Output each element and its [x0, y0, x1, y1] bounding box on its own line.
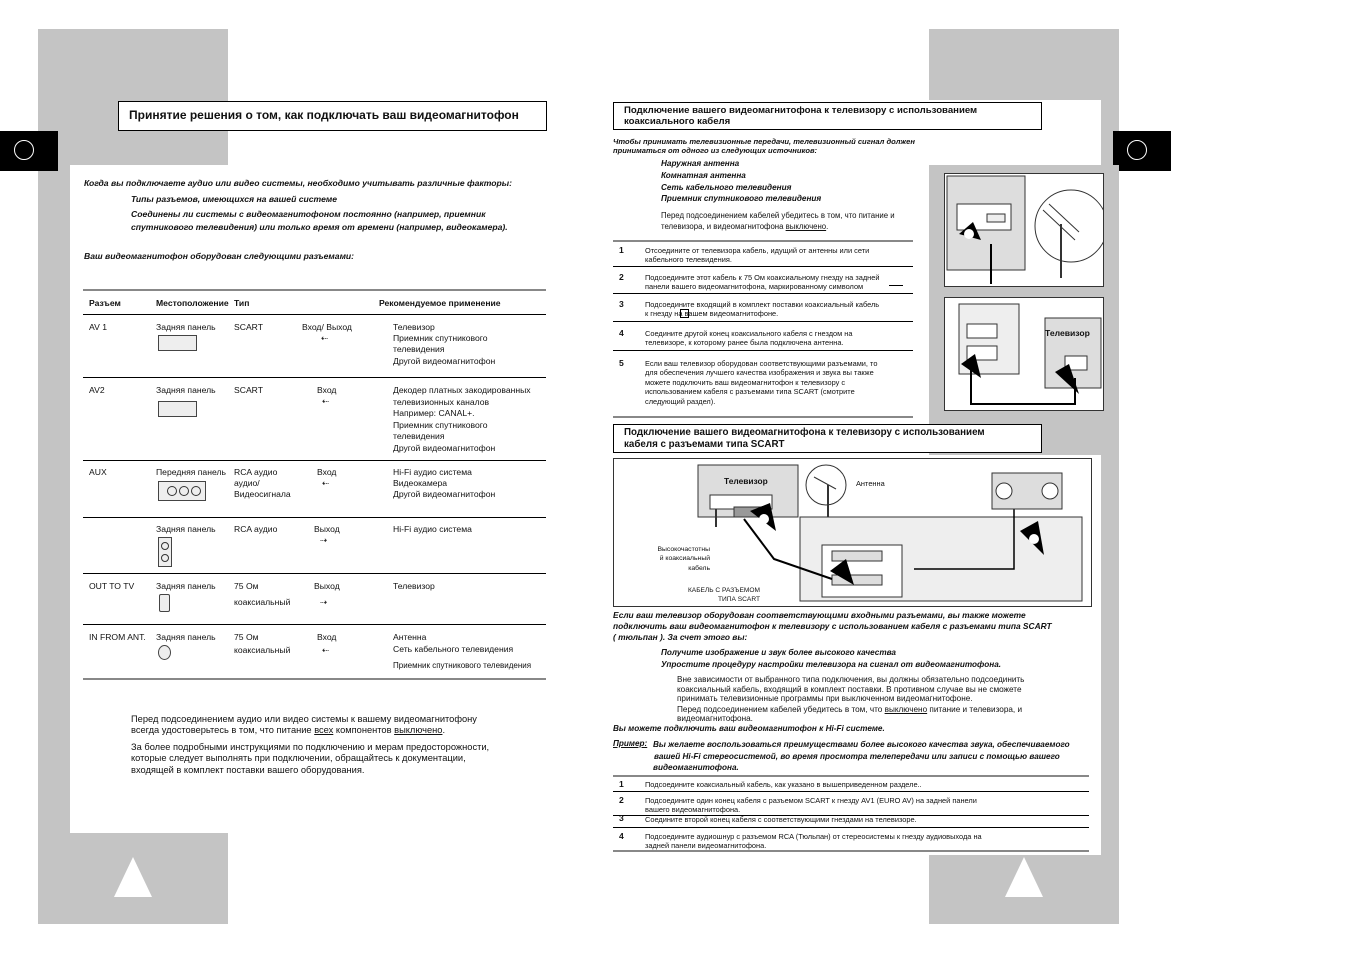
row-type: RCA аудио	[234, 467, 278, 477]
rca-rear-connector-icon	[158, 537, 172, 567]
step-rule	[613, 266, 913, 267]
vcr-antenna-illustration	[944, 173, 1104, 287]
table-top-rule	[83, 289, 546, 291]
rca-front-connector-icon	[158, 481, 206, 501]
step-rule	[613, 293, 913, 294]
power-note-right: Перед подсоединением кабелей убедитесь в том, что питание и телевизора, и видеомагнитофона выключено.	[661, 211, 895, 231]
row-rule	[83, 624, 546, 625]
row-use: Антенна	[393, 632, 427, 642]
vcr-tv-illustration	[944, 297, 1104, 411]
row-type: коаксиальный	[234, 597, 291, 607]
input-arrow-icon: ⇠	[322, 478, 330, 488]
equipped-heading: Ваш видеомагнитофон оборудован следующими разъемами:	[84, 251, 355, 261]
row-rule	[83, 573, 546, 574]
factor-1: Типы разъемов, имеющихся на вашей системе	[131, 194, 337, 204]
row-use: Hi-Fi аудио система	[393, 467, 472, 477]
row-location: Задняя панель	[156, 632, 216, 642]
row-direction: Вход	[317, 385, 337, 395]
row-location: Передняя панель	[156, 467, 226, 477]
section-title-scart: Подключение вашего видеомагнитофона к телевизору с использованием кабеля с разъемами типа SCART	[613, 424, 1042, 453]
row-name: AV 1	[89, 322, 107, 332]
intro-text: Когда вы подключаете аудио или видео системы, необходимо учитывать различные факторы:	[84, 178, 512, 188]
factor-2: Соединены ли системы с видеомагнитофоном постоянно (например, приемник	[131, 209, 486, 219]
diagram-coax-label: Высокочастотны й коаксиальный кабель	[657, 546, 710, 572]
vcr-tv-drawing	[945, 298, 1103, 410]
row-type: аудио/	[234, 478, 260, 488]
row-location: Задняя панель	[156, 385, 216, 395]
row-use: Видеокамера	[393, 478, 448, 488]
circle-icon	[14, 140, 34, 160]
row-rule	[83, 517, 546, 518]
table-bottom-rule	[83, 678, 546, 680]
row-use: Телевизор	[393, 581, 435, 591]
row-direction: Вход	[317, 467, 337, 477]
output-arrow-icon: ⇢	[320, 535, 328, 545]
row-use: телевидения	[393, 431, 445, 441]
row-location: Задняя панель	[156, 581, 216, 591]
row-use: телевидения	[393, 344, 445, 354]
step-rule	[613, 350, 913, 351]
row-use: Приемник спутникового	[393, 420, 488, 430]
row-use: Приемник спутникового	[393, 333, 488, 343]
row-use: Другой видеомагнитофон	[393, 443, 496, 453]
sources-intro: Чтобы принимать телевизионные передачи, телевизионный сигнал должен приниматься от одного из следующих источников:	[613, 137, 915, 156]
header-connector: Разъем	[89, 298, 121, 308]
scart-connection-drawing	[614, 459, 1091, 606]
header-type: Тип	[234, 298, 250, 308]
in-out-arrow-icon: ⇠	[321, 333, 329, 343]
row-type: Видеосигнала	[234, 489, 291, 499]
docs-note: За более подробными инструкциями по подключению и мерам предосторожности, которые следует выполнять при подключении, обращайтесь к документации, входящей в комплект поставки вашего оборудования.	[131, 742, 490, 775]
hifi-heading: Вы можете подключить ваш видеомагнитофон к Hi-Fi системе.	[613, 724, 885, 733]
step-rule	[613, 791, 1089, 792]
row-use: Телевизор	[393, 322, 435, 332]
right-triangle-icon	[1005, 857, 1043, 897]
row-use: Приемник спутникового телевидения	[393, 661, 532, 670]
regardless-note: Вне зависимости от выбранного типа подключения, вы должны обязательно подсоединить коаксиальный кабель, входящий в комплект поставки. В противном случае вы не сможете принимать телевизионные программы при выключенном видеомагнитофоне.	[677, 675, 1025, 704]
row-name: AUX	[89, 467, 107, 477]
tv-socket-icon	[680, 309, 689, 318]
power-note: Перед подсоединением аудио или видео системы к вашему видеомагнитофону всегда удостоверьтесь в том, что питание всех компонентов выключено.	[131, 714, 477, 736]
row-direction: Вход	[317, 632, 337, 642]
vcr-antenna-drawing	[945, 174, 1103, 286]
row-location: Задняя панель	[156, 322, 216, 332]
row-type: коаксиальный	[234, 645, 291, 655]
row-direction: Выход	[314, 581, 340, 591]
row-use: Hi-Fi аудио система	[393, 524, 472, 534]
header-usage: Рекомендуемое применение	[379, 298, 501, 308]
header-location: Местоположение	[156, 298, 229, 308]
steps-bottom-rule	[613, 416, 913, 418]
scart-benefits: Получите изображение и звук более высокого качества Упростите процедуру настройки телевизора на сигнал от видеомагнитофона.	[661, 648, 1002, 669]
section-title-coax: Подключение вашего видеомагнитофона к телевизору с использованием коаксиального кабеля	[613, 102, 1042, 130]
diagram-antenna-label: Антенна	[856, 479, 885, 488]
step-rule	[613, 827, 1089, 828]
input-arrow-icon: ⇠	[322, 396, 330, 406]
row-name: IN FROM ANT.	[89, 632, 146, 642]
scart-diagram	[613, 458, 1092, 607]
input-arrow-icon: ⇠	[322, 645, 330, 655]
example-label: Пример:	[613, 739, 648, 748]
left-triangle-icon	[114, 857, 152, 897]
row-name: OUT TO TV	[89, 581, 135, 591]
steps2-bottom-rule	[613, 850, 1089, 852]
row-type: SCART	[234, 322, 263, 332]
scart-connector-icon	[158, 401, 197, 417]
antenna-symbol-icon	[889, 285, 903, 286]
sources-list: Наружная антенна Комнатная антенна Сеть кабельного телевидения Приемник спутникового телевидения	[661, 159, 822, 204]
diagram-tv-label: Телевизор	[724, 476, 768, 486]
row-use: Сеть кабельного телевидения	[393, 644, 514, 654]
row-use: Другой видеомагнитофон	[393, 489, 496, 499]
row-direction: Выход	[314, 524, 340, 534]
row-use: телевизионных каналов	[393, 397, 490, 407]
row-use: Например: CANAL+.	[393, 408, 475, 418]
left-section-tab	[0, 131, 58, 171]
scart-intro: Если ваш телевизор оборудован соответствующими входными разъемами, вы также можете подключить ваш видеомагнитофон к телевизору с использованием кабеля с разъемами типа SCART ( тюльпан ). За счет этого вы:	[613, 610, 1052, 643]
steps2-top-rule	[613, 775, 1089, 777]
row-type: 75 Ом	[234, 581, 259, 591]
circle-icon	[1127, 140, 1147, 160]
tv-label: Телевизор	[1045, 328, 1090, 338]
header-rule	[83, 314, 546, 315]
coax-in-connector-icon	[158, 645, 171, 660]
row-type: 75 Ом	[234, 632, 259, 642]
row-rule	[83, 460, 546, 461]
example-text: Вы желаете воспользоваться преимуществами более высокого качества звука, обеспечиваемого вашей Hi-Fi стереосистемой, во время просмотра телепередачи или записи с помощью вашего видеомагнитофона.	[653, 740, 1070, 773]
diagram-scart-label: КАБЕЛЬ С РАЗЪЕМОМ ТИПА SCART	[687, 587, 760, 603]
row-type: RCA аудио	[234, 524, 278, 534]
row-direction: Вход/ Выход	[302, 322, 352, 332]
row-use: Декодер платных закодированных	[393, 385, 531, 395]
step-rule	[613, 321, 913, 322]
right-section-tab	[1113, 131, 1171, 171]
left-page-title: Принятие решения о том, как подключать ваш видеомагнитофон	[118, 101, 547, 131]
steps-top-rule	[613, 240, 913, 242]
row-type: SCART	[234, 385, 263, 395]
row-location: Задняя панель	[156, 524, 216, 534]
power-note-2: Перед подсоединением кабелей убедитесь в том, что выключено питание и телевизора, и видеомагнитофона.	[677, 705, 1023, 723]
factor-2-cont: спутникового телевидения) или только время от времени (например, видеокамера).	[131, 222, 508, 232]
row-use: Другой видеомагнитофон	[393, 356, 496, 366]
row-rule	[83, 377, 546, 378]
coax-out-connector-icon	[159, 594, 170, 612]
scart-connector-icon	[158, 335, 197, 351]
output-arrow-icon: ⇢	[320, 597, 328, 607]
row-name: AV2	[89, 385, 105, 395]
